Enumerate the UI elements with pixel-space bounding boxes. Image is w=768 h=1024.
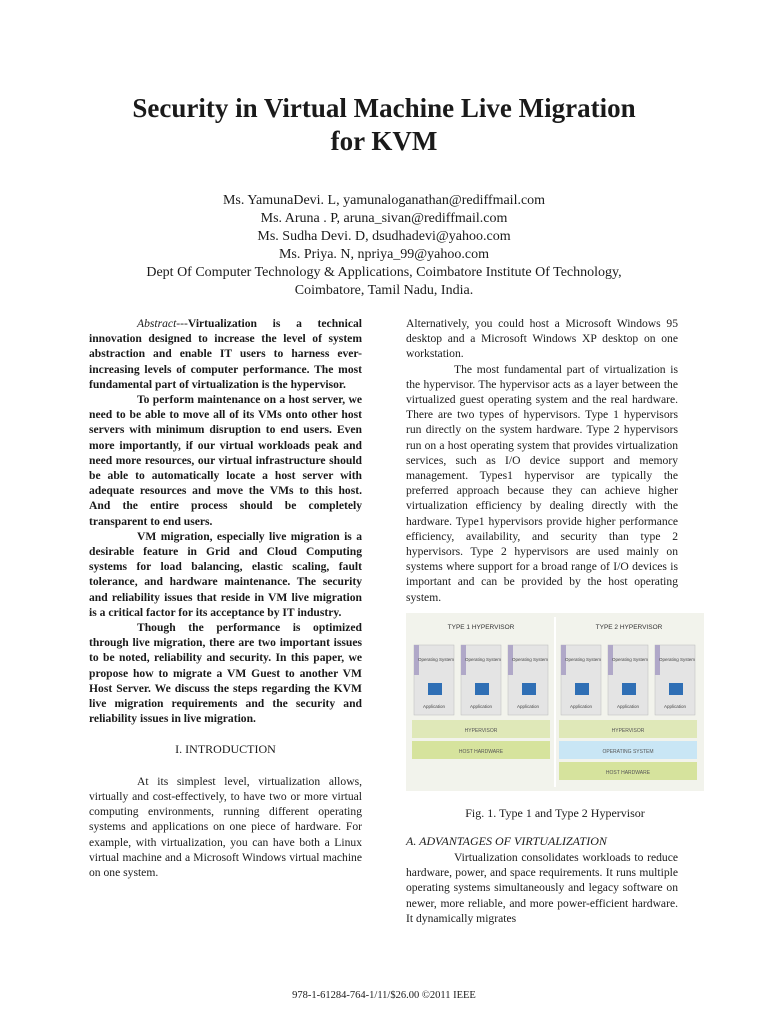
abstract-label: Abstract--- [137, 317, 188, 330]
type2-title: TYPE 2 HYPERVISOR [595, 624, 663, 631]
app-icon [428, 683, 442, 695]
os-label: Operating System [464, 657, 502, 662]
abstract-paragraph-2: To perform maintenance on a host server, we need to be able to move all of its VMs onto other host servers with minimum disruption to end users. Even more importantly, if our virtual workloads peak and need more resources, our virtual infrastructure should be able to automatically locate a host server with adequate resources and move the VMs to this host. And the entire process should be completely transparent to end users. [89, 393, 362, 528]
app-label: Application [569, 704, 593, 709]
app-label: Application [616, 704, 640, 709]
title-line-1: Security in Virtual Machine Live Migration [132, 93, 636, 123]
abstract-paragraph-4: Though the performance is optimized through live migration, there are two important issues to be noted, reliability and security. In this paper, we propose how to migrate a VM Guest to another VM Host Server. We discuss the steps regarding the KVM live migration requirements and the security and reliability issues in live migration. [89, 621, 362, 726]
title-line-2: for KVM [330, 126, 438, 156]
app-icon [475, 683, 489, 695]
affiliation-line-2: Coimbatore, Tamil Nadu, India. [294, 283, 474, 298]
app-icon [622, 683, 636, 695]
left-column [89, 316, 362, 880]
type2-hypervisor-label: HYPERVISOR [611, 728, 645, 734]
paper-title [0, 92, 768, 158]
os-label: Operating System [417, 657, 455, 662]
app-icon [575, 683, 589, 695]
author-3: Ms. Sudha Devi. D, dsudhadevi@yahoo.com [257, 229, 511, 244]
type1-hypervisor-label: HYPERVISOR [464, 728, 498, 734]
type2-host-hardware-label: HOST HARDWARE [605, 770, 651, 776]
hypervisor-diagram [406, 613, 704, 791]
app-label: Application [422, 704, 446, 709]
app-label: Application [663, 704, 687, 709]
os-label: Operating System [564, 657, 602, 662]
app-label: Application [469, 704, 493, 709]
abstract-paragraph-3: VM migration, especially live migration is a desirable feature in Grid and Cloud Computing systems for load balancing, elastic scaling, fault tolerance, and hardware maintenance. The security and reliability issues that reside in VM live migration is a critical factor for its acceptance by IT industry. [89, 529, 362, 619]
subsection-heading-advantages: A. ADVANTAGES OF VIRTUALIZATION [406, 834, 607, 848]
right-column [406, 316, 678, 605]
app-icon [669, 683, 683, 695]
advantages-text [406, 850, 678, 926]
figure-caption: Fig. 1. Type 1 and Type 2 Hypervisor [465, 806, 645, 820]
os-label: Operating System [658, 657, 696, 662]
type1-vm-3 [508, 645, 548, 715]
page-footer: 978-1-61284-764-1/11/$26.00 ©2011 IEEE [292, 990, 476, 1001]
type2-os-label: OPERATING SYSTEM [602, 749, 654, 755]
advantages-paragraph-1: Virtualization consolidates workloads to reduce hardware, power, and space requirements. It runs multiple operating systems simultaneously and legacy software on newer, more reliable, and more power-efficient hardware. It dynamically migrates [406, 851, 678, 925]
author-block [0, 192, 768, 300]
right-paragraph-2: The most fundamental part of virtualization is the hypervisor. The hypervisor acts as a layer between the virtualized guest operating system and the real hardware. There are two types of hypervisors. Type 1 hypervisors run directly on the system hardware. Type 2 hypervisors run on a host operating system that provides virtualization services, such as I/O device support and memory management. Types1 hypervisor are typically the preferred approach because they can achieve higher virtualization efficiency by dealing directly with the hardware. Type1 hypervisors provide higher performance efficiency, availability, and security than type 2 hypervisors. Type 2 hypervisors are used mainly on systems where support for a broad range of I/O devices is important and can be provided by the host operating system. [406, 362, 678, 604]
abstract-text-1: Virtualization is a technical innovation designed to increase the level of system abstraction and enable IT users to harness ever-increasing levels of computer performance. The most fundamental part of virtualization is the hypervisor. [89, 317, 362, 391]
author-1: Ms. YamunaDevi. L, yamunaloganathan@rediffmail.com [222, 193, 546, 208]
type2-vm-2 [608, 645, 648, 715]
type1-vm-1 [414, 645, 454, 715]
type2-vm-3 [655, 645, 695, 715]
type2-vm-1 [561, 645, 601, 715]
abstract-paragraph-1 [89, 316, 362, 392]
hypervisor-figure [406, 613, 704, 791]
type1-host-hardware-label: HOST HARDWARE [458, 749, 504, 755]
affiliation-line-1: Dept Of Computer Technology & Applications, Coimbatore Institute Of Technology, [146, 265, 622, 280]
intro-paragraph-1: At its simplest level, virtualization allows, virtually and cost-effectively, to have two or more virtual computing environments, running different operating systems and applications on one piece of hardware. For example, with virtualization, you can have both a Linux virtual machine and a Microsoft Windows virtual machine on one system. [89, 774, 362, 879]
author-2: Ms. Aruna . P, aruna_sivan@rediffmail.com [260, 211, 508, 226]
os-label: Operating System [511, 657, 549, 662]
app-label: Application [516, 704, 540, 709]
type1-vm-2 [461, 645, 501, 715]
right-paragraph-1: Alternatively, you could host a Microsoft Windows 95 desktop and a Microsoft Windows XP desktop on one workstation. [406, 317, 678, 361]
app-icon [522, 683, 536, 695]
abstract [89, 316, 362, 726]
author-4: Ms. Priya. N, npriya_99@yahoo.com [278, 247, 490, 262]
type1-title: TYPE 1 HYPERVISOR [447, 624, 515, 631]
os-label: Operating System [611, 657, 649, 662]
section-heading-introduction: I. INTRODUCTION [175, 742, 276, 757]
